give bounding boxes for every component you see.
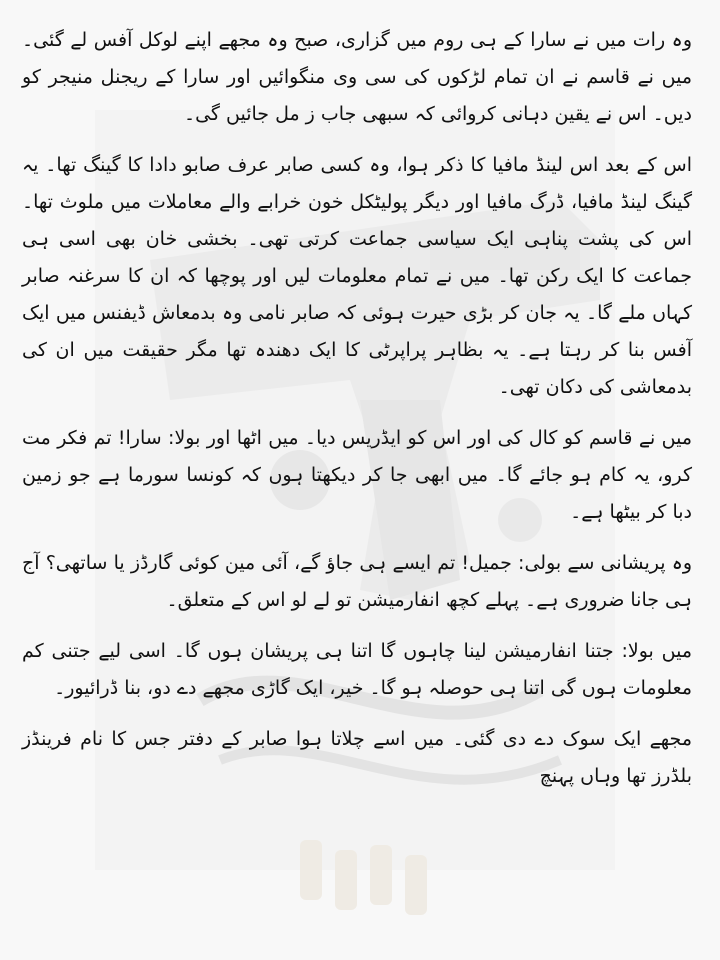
paragraph: میں بولا: جتنا انفارمیشن لینا چاہوں گا اتنا ہی پریشان ہوں گا۔ اسی لیے جتنی کم معلومات ہوں گی اتنا ہی حوصلہ ہو گا۔ خیر، ایک گاڑی مجھے دے دو، بنا ڈرائیور۔ (22, 640, 692, 699)
paragraph: مجھے ایک سوک دے دی گئی۔ میں اسے چلاتا ہوا صابر کے دفتر جس کا نام فرینڈز بلڈرز تھا وہاں پہنچ (22, 728, 692, 787)
paragraph: اس کے بعد اس لینڈ مافیا کا ذکر ہوا، وہ کسی صابر عرف صابو دادا کا گینگ تھا۔ یہ گینگ لینڈ مافیا، ڈرگ مافیا اور دیگر پولیٹکل خون خرابے والے معاملات میں ملوث تھا۔ اس کی پشت پناہی ایک سیاسی جماعت کرتی تھی۔ بخشی خان بھی اسی ہی جماعت کا ایک رکن تھا۔ میں نے تمام معلومات لیں اور پوچھا کہ ان کا سرغنہ صابر کہاں ملے گا۔ یہ جان کر بڑی حیرت ہوئی کہ صابر نامی وہ بدمعاش ڈیفنس میں ایک آفس بنا کر رہتا ہے۔ یہ بظاہر پراپرٹی کا ایک دھندہ تھا مگر حقیقت میں ان کی بدمعاشی کی دکان تھی۔ (22, 154, 692, 398)
paragraph: وہ پریشانی سے بولی: جمیل! تم ایسے ہی جاؤ گے، آئی مین کوئی گارڈز یا ساتھی؟ آج ہی جانا ضروری ہے۔ پہلے کچھ انفارمیشن تو لے لو اس کے متعلق۔ (22, 552, 692, 611)
paragraph: میں نے قاسم کو کال کی اور اس کو ایڈریس دیا۔ میں اٹھا اور بولا: سارا! تم فکر مت کرو، یہ کام ہو جائے گا۔ میں ابھی جا کر دیکھتا ہوں کہ کونسا سورما ہے جو زمین دبا کر بیٹھا ہے۔ (22, 427, 692, 523)
paragraph: وہ رات میں نے سارا کے ہی روم میں گزاری، صبح وہ مجھے اپنے لوکل آفس لے گئی۔ میں نے قاسم نے ان تمام لڑکوں کی سی وی منگوائیں اور سارا کے ریجنل منیجر کو دیں۔ اس نے یقین دہانی کروائی کہ سبھی جاب ز مل جائیں گی۔ (22, 29, 692, 125)
